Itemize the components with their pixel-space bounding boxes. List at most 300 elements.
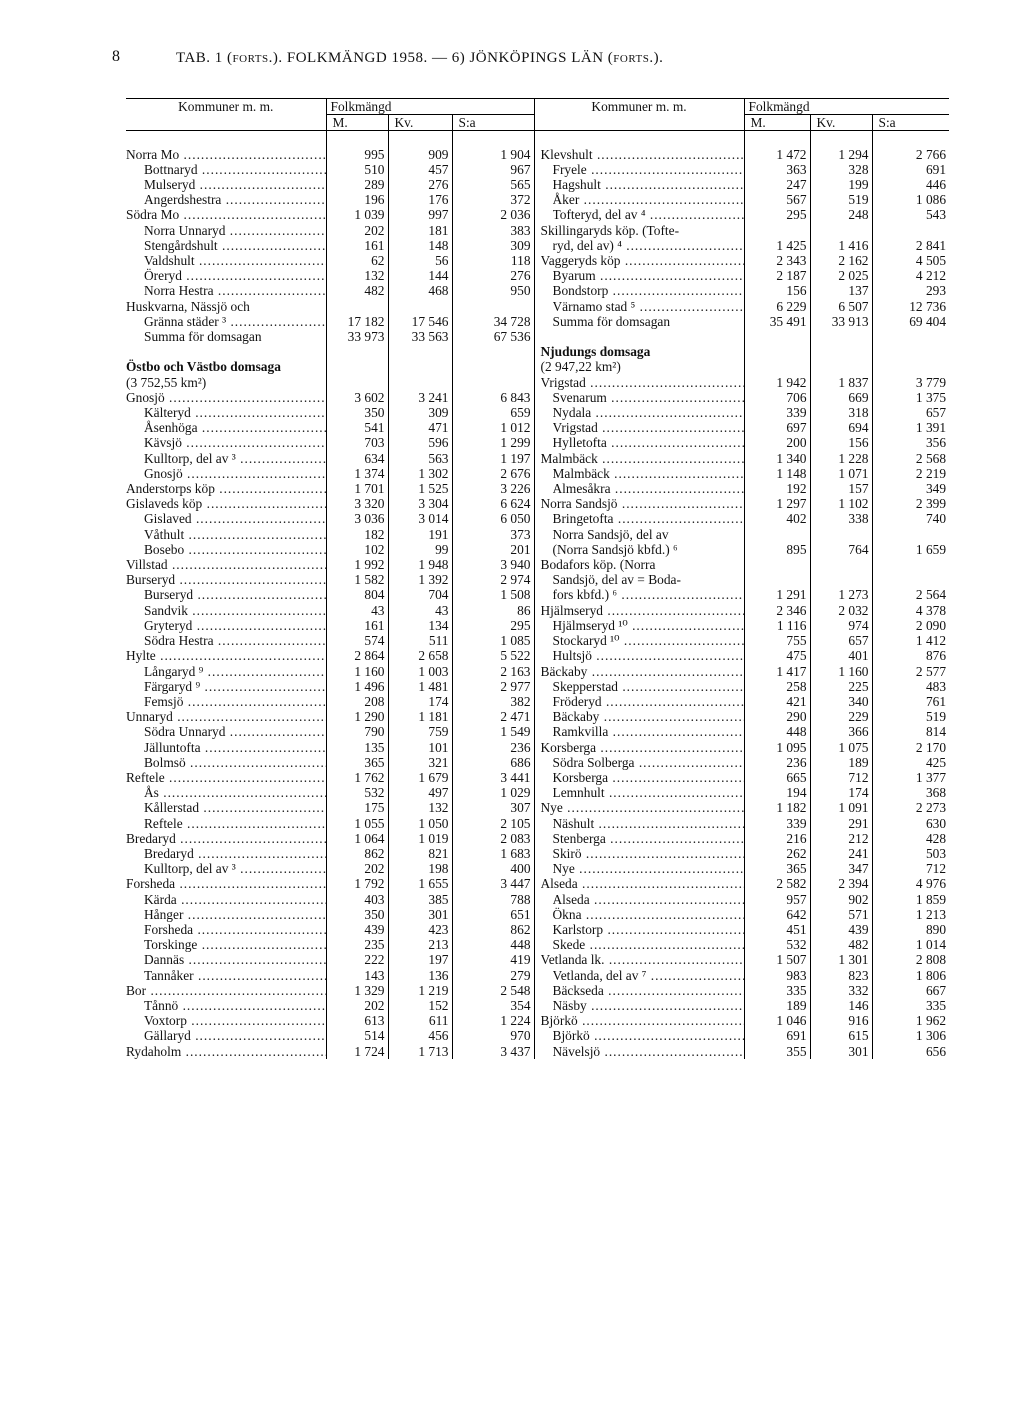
- cell-m: 102: [326, 542, 388, 557]
- cell-kv: 1 019: [388, 831, 452, 846]
- row-name: [534, 466, 744, 481]
- table-row: [126, 496, 949, 511]
- row-name: [534, 1013, 744, 1028]
- row-label: Hylletofta .....: [553, 435, 744, 450]
- cell-m: 613: [326, 1013, 388, 1028]
- cell-kv: 1 091: [810, 800, 872, 815]
- row-name: [126, 587, 326, 602]
- cell-sa: 656: [872, 1044, 949, 1059]
- cell-kv: 33 913: [810, 314, 872, 329]
- cell-kv: 764: [810, 542, 872, 557]
- cell-sa: 5 522: [452, 648, 534, 663]
- cell-sa: 1 806: [872, 968, 949, 983]
- cell-sa: 307: [452, 800, 534, 815]
- cell-m: 2 582: [744, 876, 810, 891]
- row-label: Tannåker .....: [144, 968, 326, 983]
- row-name: [534, 192, 744, 207]
- row-name: [126, 238, 326, 253]
- cell-sa: 1 029: [452, 785, 534, 800]
- cell-kv: 33 563: [388, 329, 452, 344]
- table-row: [126, 1044, 949, 1059]
- cell-m: 475: [744, 648, 810, 663]
- cell-kv: 99: [388, 542, 452, 557]
- population-table: [126, 98, 949, 1059]
- row-label: Forsheda .....: [144, 922, 326, 937]
- table-row: [126, 1013, 949, 1028]
- cell-sa: 2 036: [452, 207, 534, 222]
- cell-kv: 340: [810, 694, 872, 709]
- row-name: [534, 435, 744, 450]
- row-name: [534, 983, 744, 998]
- cell-kv: 1 481: [388, 679, 452, 694]
- cell-kv: 197: [388, 952, 452, 967]
- cell-kv: [810, 572, 872, 587]
- table-row: [126, 344, 949, 359]
- row-label: Ökna .....: [553, 907, 744, 922]
- cell-m: 790: [326, 724, 388, 739]
- cell-m: 2 346: [744, 603, 810, 618]
- cell-m: 194: [744, 785, 810, 800]
- row-name: [534, 770, 744, 785]
- row-name: [534, 603, 744, 618]
- row-name: [126, 724, 326, 739]
- row-name: [126, 679, 326, 694]
- cell-sa: 3 779: [872, 375, 949, 390]
- row-name: [126, 876, 326, 891]
- cell-m: 175: [326, 800, 388, 815]
- row-label: Bondstorp .....: [553, 283, 744, 298]
- row-label: Stengårdshult .....: [144, 238, 326, 253]
- cell-m: 335: [744, 983, 810, 998]
- row-name: [534, 679, 744, 694]
- row-label: Hagshult .....: [553, 177, 744, 192]
- cell-kv: 1 837: [810, 375, 872, 390]
- cell-kv: [810, 329, 872, 344]
- cell-kv: 704: [388, 587, 452, 602]
- row-label: Bäckaby .....: [553, 709, 744, 724]
- cell-m: 482: [326, 283, 388, 298]
- cell-m: [326, 375, 388, 390]
- row-label: Gnosjö .....: [144, 466, 326, 481]
- cell-m: [326, 359, 388, 374]
- table-row: [126, 147, 949, 162]
- row-label: Rydaholm .....: [126, 1044, 326, 1059]
- row-label: Tofteryd, del av ⁴ .....: [553, 207, 744, 222]
- table-row: [126, 679, 949, 694]
- row-label: Mulseryd .....: [144, 177, 326, 192]
- cell-sa: 667: [872, 983, 949, 998]
- cell-sa: 686: [452, 755, 534, 770]
- row-label: Bredaryd .....: [144, 846, 326, 861]
- cell-m: 202: [326, 861, 388, 876]
- row-name: [126, 344, 326, 359]
- row-name: [126, 420, 326, 435]
- cell-sa: 2 564: [872, 587, 949, 602]
- cell-sa: 6 050: [452, 511, 534, 526]
- row-name: [534, 633, 744, 648]
- row-name: [534, 253, 744, 268]
- cell-sa: 6 843: [452, 390, 534, 405]
- cell-kv: [388, 344, 452, 359]
- row-name: [126, 861, 326, 876]
- row-name: [126, 892, 326, 907]
- table-row: [126, 542, 949, 557]
- row-name: [534, 952, 744, 967]
- cell-kv: 189: [810, 755, 872, 770]
- row-label: Sandsjö, del av = Boda-: [552, 572, 681, 588]
- cell-sa: 293: [872, 283, 949, 298]
- row-name: [534, 1044, 744, 1059]
- table-row: [126, 983, 949, 998]
- row-label: Vrigstad .....: [541, 375, 744, 390]
- table-row: [126, 192, 949, 207]
- row-name: [126, 907, 326, 922]
- cell-kv: 1 003: [388, 664, 452, 679]
- cell-kv: 347: [810, 861, 872, 876]
- cell-m: 189: [744, 998, 810, 1013]
- cell-kv: 3 014: [388, 511, 452, 526]
- row-name: [126, 314, 326, 329]
- row-name: [534, 785, 744, 800]
- cell-kv: 1 679: [388, 770, 452, 785]
- cell-sa: [872, 557, 949, 572]
- cell-sa: 503: [872, 846, 949, 861]
- cell-kv: 511: [388, 633, 452, 648]
- row-label: Summa för domsagan: [144, 329, 262, 345]
- cell-m: 62: [326, 253, 388, 268]
- cell-m: [744, 344, 810, 359]
- table-row: [126, 1028, 949, 1043]
- row-label: Näshult .....: [553, 816, 744, 831]
- column-header-m-right: M.: [744, 115, 810, 131]
- row-label: Tånnö .....: [144, 998, 326, 1013]
- row-name: [534, 648, 744, 663]
- row-name: [534, 314, 744, 329]
- cell-kv: 309: [388, 405, 452, 420]
- row-label: Dannäs .....: [144, 952, 326, 967]
- table-row: [126, 314, 949, 329]
- cell-sa: [872, 572, 949, 587]
- cell-kv: 423: [388, 922, 452, 937]
- row-label: Skepperstad .....: [553, 679, 744, 694]
- row-name: [126, 253, 326, 268]
- table-row: [126, 451, 949, 466]
- table-row: [126, 740, 949, 755]
- cell-m: 1 095: [744, 740, 810, 755]
- row-name: [534, 800, 744, 815]
- row-label: Östbo och Västbo domsaga: [126, 359, 281, 375]
- cell-kv: 1 713: [388, 1044, 452, 1059]
- cell-m: 574: [326, 633, 388, 648]
- row-label: Reftele .....: [126, 770, 326, 785]
- row-name: [534, 831, 744, 846]
- cell-m: 339: [744, 816, 810, 831]
- row-name: [126, 466, 326, 481]
- row-label: Stockaryd ¹⁰ .....: [553, 633, 744, 648]
- row-label: (3 752,55 km²): [126, 374, 207, 390]
- cell-sa: 3 940: [452, 557, 534, 572]
- cell-sa: 1 508: [452, 587, 534, 602]
- cell-sa: [452, 359, 534, 374]
- row-name: [126, 207, 326, 222]
- row-label: Norra Sandsjö, del av: [552, 526, 669, 542]
- column-header-m: M.: [326, 115, 388, 131]
- row-name: [126, 831, 326, 846]
- row-name: [126, 572, 326, 587]
- row-name: [534, 587, 744, 602]
- cell-kv: 482: [810, 937, 872, 952]
- row-name: [534, 922, 744, 937]
- row-label: Almesåkra .....: [553, 481, 744, 496]
- cell-sa: 1 859: [872, 892, 949, 907]
- row-name: [126, 755, 326, 770]
- table-row: [126, 557, 949, 572]
- column-header-sa-right: S:a: [872, 115, 949, 131]
- row-label: Södra Mo .....: [126, 207, 326, 222]
- cell-m: [744, 557, 810, 572]
- column-header-folkmangd: Folkmängd: [326, 99, 534, 115]
- cell-sa: 4 505: [872, 253, 949, 268]
- row-label: Våthult .....: [144, 527, 326, 542]
- cell-m: 1 291: [744, 587, 810, 602]
- row-name: [126, 299, 326, 314]
- cell-kv: 2 394: [810, 876, 872, 891]
- row-name: [126, 664, 326, 679]
- cell-m: 1 507: [744, 952, 810, 967]
- row-label: Vetlanda lk. .....: [541, 952, 744, 967]
- row-label: Kärda .....: [144, 892, 326, 907]
- cell-m: 3 036: [326, 511, 388, 526]
- cell-kv: 225: [810, 679, 872, 694]
- cell-sa: 3 226: [452, 481, 534, 496]
- row-name: [534, 755, 744, 770]
- cell-m: 703: [326, 435, 388, 450]
- row-name: [126, 268, 326, 283]
- row-name: [534, 177, 744, 192]
- cell-kv: 176: [388, 192, 452, 207]
- cell-sa: 890: [872, 922, 949, 937]
- row-label: Björkö .....: [553, 1028, 744, 1043]
- cell-m: 222: [326, 952, 388, 967]
- row-name: [126, 846, 326, 861]
- cell-m: 202: [326, 223, 388, 238]
- cell-kv: 328: [810, 162, 872, 177]
- row-name: [126, 1044, 326, 1059]
- cell-sa: 295: [452, 618, 534, 633]
- table-row: [126, 633, 949, 648]
- cell-m: [744, 223, 810, 238]
- table-row: [126, 952, 949, 967]
- row-name: [126, 709, 326, 724]
- row-label: Korsberga .....: [553, 770, 744, 785]
- row-name: [126, 177, 326, 192]
- row-name: [126, 968, 326, 983]
- cell-m: 247: [744, 177, 810, 192]
- column-header-kv: Kv.: [388, 115, 452, 131]
- cell-sa: 2 548: [452, 983, 534, 998]
- cell-sa: 368: [872, 785, 949, 800]
- row-label: Norra Sandsjö .....: [541, 496, 744, 511]
- cell-m: 365: [744, 861, 810, 876]
- row-name: [126, 618, 326, 633]
- cell-m: 895: [744, 542, 810, 557]
- row-name: [126, 451, 326, 466]
- cell-sa: 2 090: [872, 618, 949, 633]
- row-label: Södra Hestra .....: [144, 633, 326, 648]
- table-subheader-row: [126, 115, 949, 131]
- cell-m: 135: [326, 740, 388, 755]
- row-label: Fröderyd .....: [553, 694, 744, 709]
- cell-sa: 1 012: [452, 420, 534, 435]
- cell-m: 1 116: [744, 618, 810, 633]
- cell-m: 402: [744, 511, 810, 526]
- cell-m: 995: [326, 147, 388, 162]
- row-name: [534, 359, 744, 374]
- row-name: [534, 740, 744, 755]
- cell-sa: 201: [452, 542, 534, 557]
- table-row: [126, 892, 949, 907]
- table-row: [126, 481, 949, 496]
- cell-sa: 565: [452, 177, 534, 192]
- row-label: Näsby .....: [553, 998, 744, 1013]
- row-name: [126, 542, 326, 557]
- cell-kv: 248: [810, 207, 872, 222]
- column-header-kommuner: Kommuner m. m.: [126, 99, 326, 115]
- table-row: [126, 800, 949, 815]
- cell-m: 1 496: [326, 679, 388, 694]
- table-row: [126, 907, 949, 922]
- cell-kv: 909: [388, 147, 452, 162]
- cell-m: [744, 359, 810, 374]
- row-name: [126, 329, 326, 344]
- cell-sa: 630: [872, 816, 949, 831]
- cell-sa: 3 447: [452, 876, 534, 891]
- cell-kv: 1 102: [810, 496, 872, 511]
- cell-sa: 354: [452, 998, 534, 1013]
- row-name: [534, 420, 744, 435]
- cell-m: 35 491: [744, 314, 810, 329]
- row-name: [126, 1013, 326, 1028]
- cell-kv: 1 301: [810, 952, 872, 967]
- cell-sa: 372: [452, 192, 534, 207]
- cell-kv: 669: [810, 390, 872, 405]
- cell-kv: 156: [810, 435, 872, 450]
- row-label: Nye .....: [541, 800, 744, 815]
- cell-m: 706: [744, 390, 810, 405]
- row-label: Korsberga .....: [541, 740, 744, 755]
- table-row: [126, 587, 949, 602]
- cell-m: 295: [744, 207, 810, 222]
- cell-m: 339: [744, 405, 810, 420]
- cell-sa: 1 904: [452, 147, 534, 162]
- cell-m: 192: [744, 481, 810, 496]
- row-label: Njudungs domsaga: [540, 344, 651, 360]
- row-label: Nävelsjö .....: [553, 1044, 744, 1059]
- table-row: [126, 207, 949, 222]
- cell-kv: 137: [810, 283, 872, 298]
- cell-sa: [872, 329, 949, 344]
- cell-sa: 446: [872, 177, 949, 192]
- row-label: Norra Mo .....: [126, 147, 326, 162]
- cell-m: 355: [744, 1044, 810, 1059]
- table-row: [126, 435, 949, 450]
- row-label: Nydala .....: [553, 405, 744, 420]
- row-name: [534, 481, 744, 496]
- cell-m: 514: [326, 1028, 388, 1043]
- table-row: [126, 937, 949, 952]
- cell-m: 532: [744, 937, 810, 952]
- cell-sa: 691: [872, 162, 949, 177]
- cell-kv: 134: [388, 618, 452, 633]
- cell-m: 161: [326, 238, 388, 253]
- cell-sa: 2 471: [452, 709, 534, 724]
- cell-m: [744, 527, 810, 542]
- cell-m: 143: [326, 968, 388, 983]
- cell-sa: 2 219: [872, 466, 949, 481]
- row-label: Kulltorp, del av ³ .....: [144, 861, 326, 876]
- cell-kv: 468: [388, 283, 452, 298]
- table-row: [126, 876, 949, 891]
- cell-m: 983: [744, 968, 810, 983]
- cell-kv: 301: [388, 907, 452, 922]
- cell-m: 3 320: [326, 496, 388, 511]
- row-name: [534, 223, 744, 238]
- row-label: Kållerstad .....: [144, 800, 326, 815]
- cell-m: 3 602: [326, 390, 388, 405]
- cell-sa: 519: [872, 709, 949, 724]
- row-name: [534, 892, 744, 907]
- cell-kv: 1 655: [388, 876, 452, 891]
- cell-kv: 148: [388, 238, 452, 253]
- cell-sa: [452, 344, 534, 359]
- cell-sa: 876: [872, 648, 949, 663]
- cell-kv: 17 546: [388, 314, 452, 329]
- cell-m: 1 425: [744, 238, 810, 253]
- cell-kv: 2 025: [810, 268, 872, 283]
- table-row: [126, 998, 949, 1013]
- row-name: [126, 527, 326, 542]
- cell-sa: 1 224: [452, 1013, 534, 1028]
- cell-kv: 2 658: [388, 648, 452, 663]
- row-name: [534, 694, 744, 709]
- row-name: [126, 496, 326, 511]
- cell-kv: [388, 299, 452, 314]
- row-name: [534, 283, 744, 298]
- cell-m: 290: [744, 709, 810, 724]
- cell-kv: 198: [388, 861, 452, 876]
- row-name: [534, 998, 744, 1013]
- cell-sa: 712: [872, 861, 949, 876]
- cell-kv: 694: [810, 420, 872, 435]
- table-row: [126, 694, 949, 709]
- cell-sa: [872, 223, 949, 238]
- cell-m: 1 340: [744, 451, 810, 466]
- cell-kv: 615: [810, 1028, 872, 1043]
- cell-kv: [810, 223, 872, 238]
- row-label: fors kbfd.) ⁶ .....: [553, 587, 744, 602]
- row-label: Åker .....: [553, 192, 744, 207]
- cell-sa: 1 086: [872, 192, 949, 207]
- row-label: Huskvarna, Nässjö och: [126, 298, 250, 314]
- row-name: [534, 207, 744, 222]
- cell-sa: 1 014: [872, 937, 949, 952]
- cell-sa: 236: [452, 740, 534, 755]
- cell-kv: 3 304: [388, 496, 452, 511]
- row-label: Burseryd .....: [144, 587, 326, 602]
- cell-kv: 366: [810, 724, 872, 739]
- row-label: Bredaryd .....: [126, 831, 326, 846]
- cell-kv: 132: [388, 800, 452, 815]
